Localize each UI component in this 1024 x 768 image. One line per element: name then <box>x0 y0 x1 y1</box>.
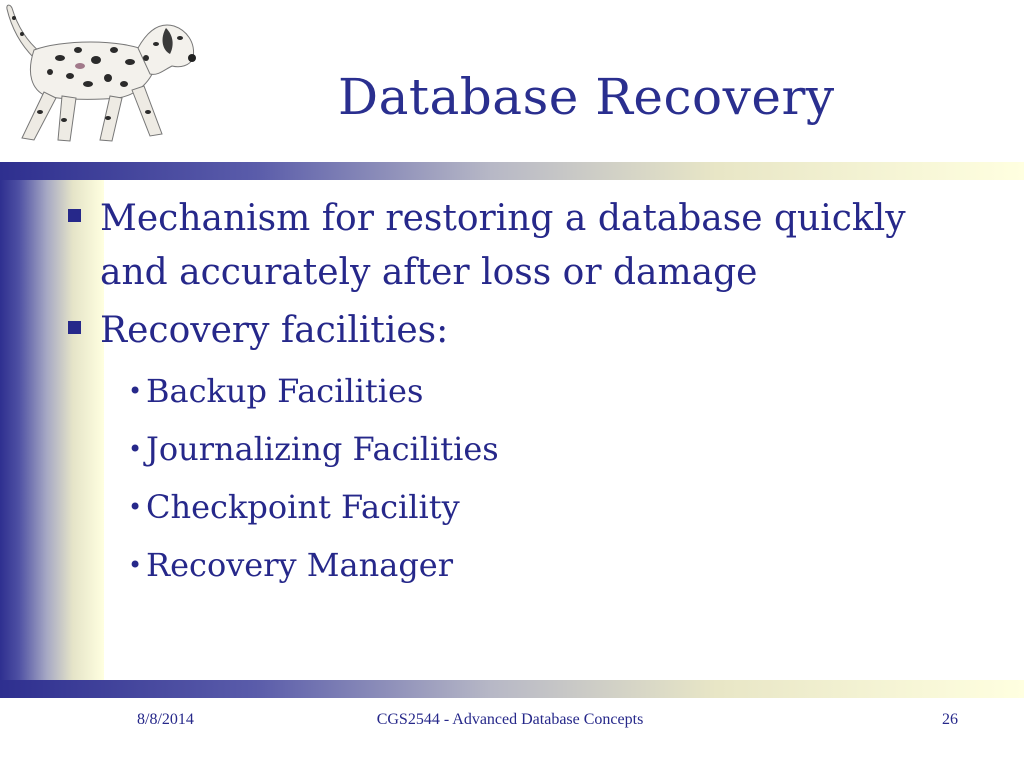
dalmatian-dog-icon <box>0 0 200 148</box>
slide-title: Database Recovery <box>338 68 835 126</box>
slide-body <box>66 192 966 594</box>
bottom-gradient-bar <box>0 680 1024 698</box>
round-bullet-icon: • <box>128 435 143 463</box>
footer-date: 8/8/2014 <box>137 711 194 728</box>
bullet-item <box>66 192 966 300</box>
round-bullet-icon: • <box>128 551 143 579</box>
sub-bullet-item <box>66 362 966 420</box>
sub-bullet-text: Recovery Manager <box>146 546 454 584</box>
bullet-text: Mechanism for restoring a database quickly and accurately after loss or damage <box>100 198 906 293</box>
sub-bullet-item <box>66 478 966 536</box>
footer-page-number: 26 <box>942 711 958 728</box>
sub-bullet-text: Checkpoint Facility <box>146 488 460 526</box>
sub-bullet-text: Backup Facilities <box>146 372 424 410</box>
round-bullet-icon: • <box>128 377 143 405</box>
square-bullet-icon <box>68 209 81 222</box>
bullet-text: Recovery facilities: <box>100 310 449 351</box>
square-bullet-icon <box>68 321 81 334</box>
sub-bullet-item <box>66 420 966 478</box>
sub-bullet-item <box>66 536 966 594</box>
footer-course-title: CGS2544 - Advanced Database Concepts <box>376 711 644 728</box>
sub-bullet-text: Journalizing Facilities <box>146 430 499 468</box>
top-gradient-bar <box>0 162 1024 180</box>
round-bullet-icon: • <box>128 493 143 521</box>
bullet-item <box>66 304 966 358</box>
